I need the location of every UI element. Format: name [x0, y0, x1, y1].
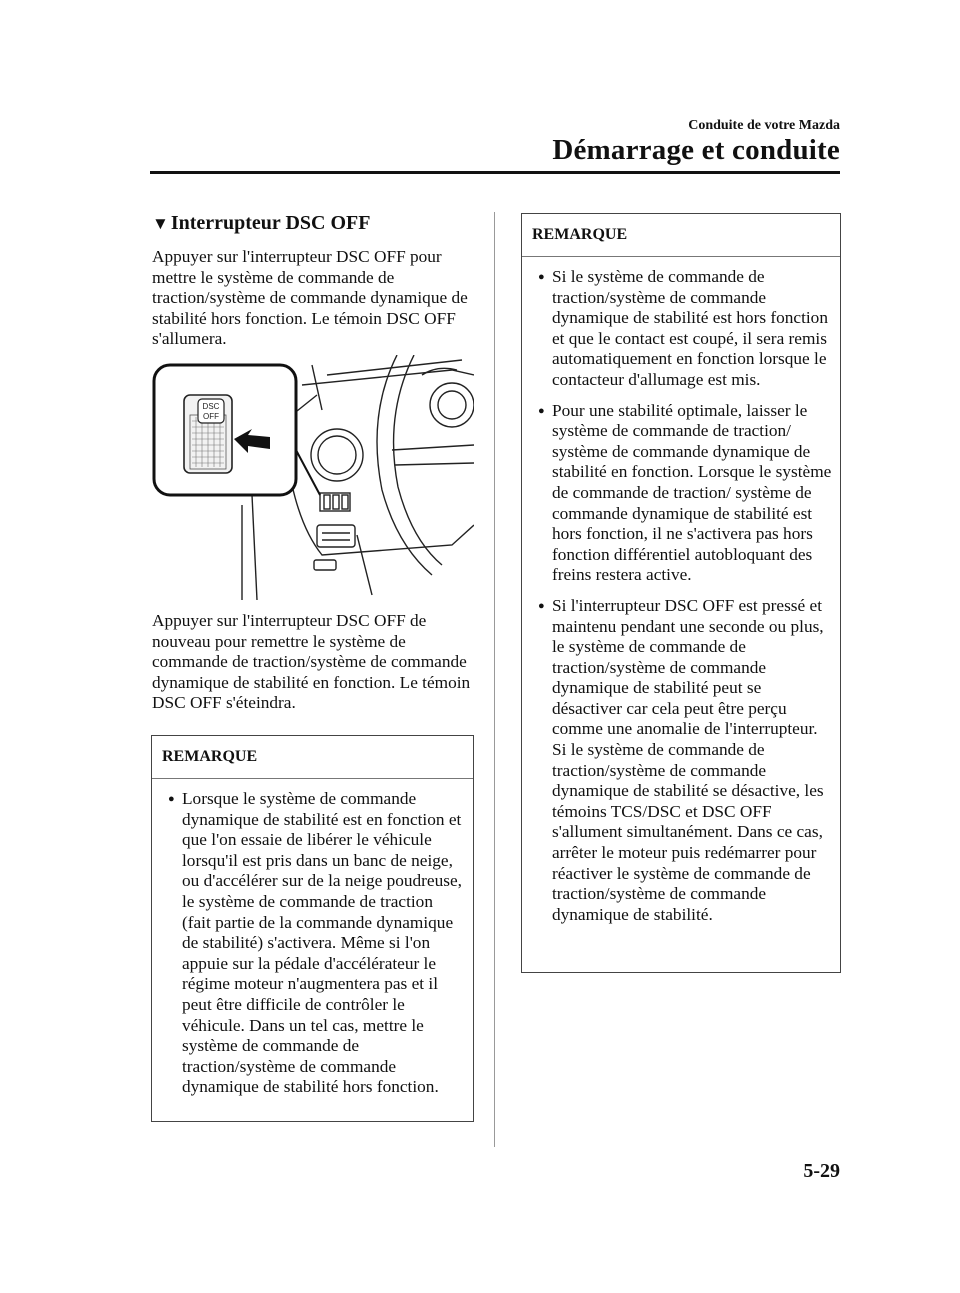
dashboard-illustration [152, 355, 474, 600]
note-box-right [521, 213, 841, 973]
bullet-icon: ● [538, 404, 545, 417]
bullet-icon: ● [538, 599, 545, 612]
note-body [152, 779, 473, 1108]
note-bullet [531, 596, 832, 926]
note-heading: REMARQUE [522, 214, 840, 257]
note-bullet [531, 267, 832, 391]
section-marker-icon: ▼ [152, 214, 169, 233]
bullet-icon: ● [168, 793, 175, 805]
chapter-subtitle: Conduite de votre Mazda [688, 118, 840, 133]
note-box-left [151, 735, 474, 1122]
switch-label-dsc: DSC [202, 402, 220, 411]
dsc-off-figure [152, 355, 474, 600]
note-bullet [161, 789, 465, 1098]
second-paragraph: Appuyer sur l'interrupteur DSC OFF de nouveau pour remettre le système de commande de traction/système de commande dynamique de stabilité en fonction. Le témoin DSC OFF s'éteindra. [152, 611, 471, 713]
page-number: 5-29 [803, 1160, 840, 1182]
header-rule [150, 171, 840, 174]
bullet-icon: ● [538, 271, 545, 283]
note-heading: REMARQUE [152, 736, 473, 779]
note-bullet-text: Si l'interrupteur DSC OFF est pressé et maintenu pendant une seconde ou plus, le système de commande de traction/système de commande dynamique de stabilité peut se désactiver car cela peut être perçu comme une anomalie de l'interrupteur. Si le système de commande de traction/système de commande dynamique de stabilité se désactive, les témoins TCS/DSC et DSC OFF s'allument simultanément. Dans ce cas, arrêter le moteur puis redémarrer pour réactiver le système de commande de traction/système de commande dynamique de stabilité. [552, 595, 824, 924]
section-heading [152, 212, 370, 235]
intro-paragraph: Appuyer sur l'interrupteur DSC OFF pour mettre le système de commande de traction/système de commande dynamique de stabilité hors fonction. Le témoin DSC OFF s'allumera. [152, 247, 468, 349]
note-bullet-text: Lorsque le système de commande dynamique de stabilité est en fonction et que l'on essaie de libérer le véhicule lorsqu'il est pris dans un banc de neige, ou d'accélérer sur de la neige poudreuse, le système de commande de traction (fait partie de la commande dynamique de stabilité) s'activera. Même si l'on appuie sur la pédale d'accélérateur le régime moteur n'augmentera pas et il peut être difficile de contrôler le véhicule. Dans un tel cas, mettre le système de commande de traction/système de commande dynamique de stabilité hors fonction. [182, 789, 462, 1097]
column-divider [494, 212, 495, 1147]
note-bullet-text: Si le système de commande de traction/système de commande dynamique de stabilité est hors fonction et que le contact est coupé, il sera remis automatiquement en fonction lorsque le contacteur d'allumage est mis. [552, 267, 828, 389]
section-title-text: Interrupteur DSC OFF [170, 212, 371, 234]
note-body [522, 257, 840, 935]
note-bullet-text: Pour une stabilité optimale, laisser le système de commande de traction/ système de commande dynamique de stabilité en fonction. Lorsque le système de commande de traction/ système de commande dynamique de stabilité est hors fonction, il ne s'activera pas hors fonction différentiel autobloquant des freins restera active. [552, 400, 832, 585]
note-bullet [531, 401, 832, 586]
chapter-title: Démarrage et conduite [552, 134, 840, 166]
switch-label-off: OFF [203, 412, 219, 421]
